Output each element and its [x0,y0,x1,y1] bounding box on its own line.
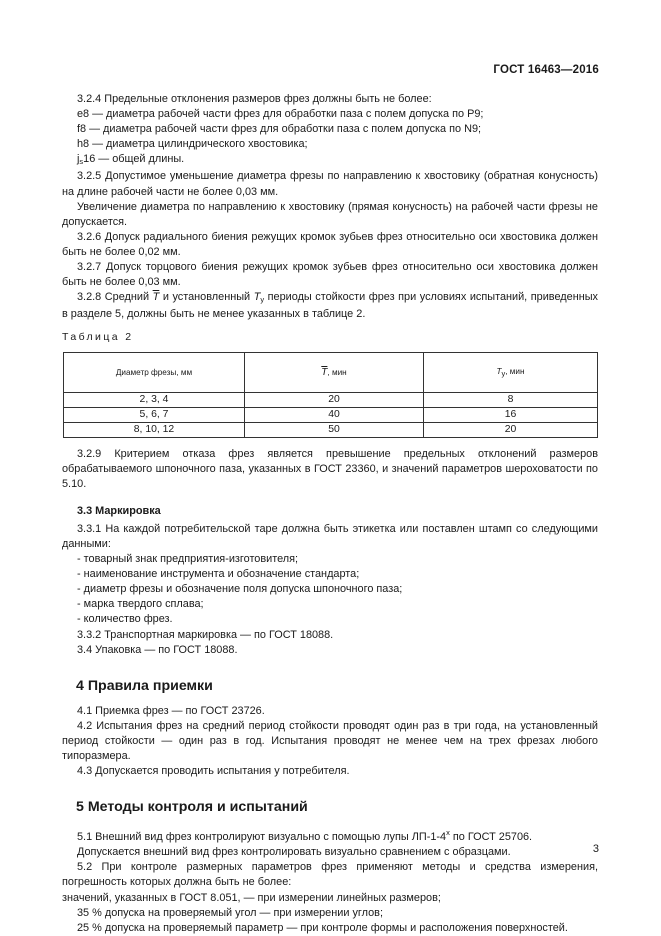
cell-t-set: 20 [424,422,598,437]
js-subscript: s [79,157,84,167]
tolerance-f8: f8 — диаметра рабочей части фрез для обработки паза с полем допуска по N9; [77,123,482,136]
clause-3-2-8 [62,290,598,322]
table-row [64,392,598,407]
cell-t-set: 8 [424,392,598,407]
clause-3-2-8-b: и установленный [159,291,254,304]
section-3-3-title: 3.3 Маркировка [77,504,161,517]
header-ty-subscript: y [501,368,506,378]
clause-3-3-1: 3.3.1 На каждой потребительской таре должна быть этикетка или поставлен штамп со следующими данными: [62,522,598,550]
accuracy-angle: 35 % допуска на проверяемый угол — при измерении углов; [77,906,383,919]
clause-4-3: 4.3 Допускается проводить испытания у потребителя. [77,765,350,778]
accuracy-linear: значений, указанных в ГОСТ 8.051, — при измерении линейных размеров; [62,891,441,904]
section-4-title: 4 Правила приемки [76,677,213,694]
tolerance-h8: h8 — диаметра цилиндрического хвостовика; [77,138,308,151]
header-diameter: Диаметр фрезы, мм [64,352,245,392]
clause-3-2-5-note: Увеличение диаметра по направлению к хвостовику (прямая конусность) на рабочей части фрезы не допускается. [62,200,598,228]
clause-3-2-8-c: периоды стойкости фрез при условиях испытаний, приведенных в разделе 5, должны быть не менее указанных в таблице 2. [62,291,598,321]
table-header-row [64,352,598,392]
cell-t-mean: 40 [245,407,424,422]
tolerance-js16 [62,152,598,169]
clause-3-2-4-lead: 3.2.4 Предельные отклонения размеров фрез должны быть не более: [77,93,432,105]
clause-5-1-a: 5.1 Внешний вид фрез контролируют визуально с помощью лупы ЛП-1-4 [77,831,447,844]
page-content [62,92,598,936]
page-number: 3 [592,843,599,855]
clause-5-2: 5.2 При контроле размерных параметров фрез применяют методы и средства измерения, погрешность которых должна быть не более: [62,861,598,889]
cell-t-mean: 20 [245,392,424,407]
spacer [62,438,598,447]
list-item: - диаметр фрезы и обозначение поля допуска шпоночного паза; [77,583,403,596]
t-mean-symbol: $\overline{T}$ [152,291,160,304]
clause-3-2-5: 3.2.5 Допустимое уменьшение диаметра фрезы по направлению к хвостовику (обратная конусность) на длине рабочей части не более 0,03 мм. [62,170,598,198]
cell-diameter: 8, 10, 12 [64,422,245,437]
clause-5-1 [62,825,598,845]
cell-diameter: 5, 6, 7 [64,407,245,422]
header-ty-symbol: T [496,366,502,376]
clause-3-2-9: 3.2.9 Критерием отказа фрез является превышение предельных отклонений размеров обрабатываемого шпоночного паза, указанных в ГОСТ 23360, и значений параметров шероховатости по 5.10. [62,447,598,490]
accuracy-form: 25 % допуска на проверяемый параметр — при контроле формы и расположения поверхностей. [77,921,568,934]
clause-5-1-b: по ГОСТ 25706. [449,831,533,844]
cell-t-mean: 50 [245,422,424,437]
js-letter: j [77,153,80,166]
clause-5-1-note: Допускается внешний вид фрез контролировать визуально сравнением с образцами. [77,846,511,859]
table-row [64,407,598,422]
clause-4-1: 4.1 Приемка фрез — по ГОСТ 23726. [77,704,265,717]
header-t-unit: , мин [327,367,347,377]
table-2-caption: Таблица 2 [62,331,134,344]
list-item: - количество фрез. [77,613,173,626]
table-2 [63,352,598,438]
section-5-title: 5 Методы контроля и испытаний [76,799,308,816]
header-t-symbol: $\overline{T}$ [321,366,328,378]
header-t-mean [245,352,424,392]
cell-diameter: 2, 3, 4 [64,392,245,407]
header-ty-unit: , мин [505,366,525,376]
clause-3-3-2: 3.3.2 Транспортная маркировка — по ГОСТ 18088. [77,628,334,641]
t-set-symbol: T [253,291,261,304]
list-item: - наименование инструмента и обозначение стандарта; [77,568,360,581]
clause-3-2-8-a: 3.2.8 Средний [77,291,153,304]
t-set-subscript: y [260,295,265,305]
tolerance-e8: e8 — диаметра рабочей части фрез для обработки паза с полем допуска по P9; [77,108,484,121]
cell-t-set: 16 [424,407,598,422]
header-t-set [424,352,598,392]
table-row [64,422,598,437]
list-item: - марка твердого сплава; [77,598,204,611]
clause-3-2-6: 3.2.6 Допуск радиального биения режущих кромок зубьев фрез относительно оси хвостовика должен быть не более 0,02 мм. [62,230,598,258]
clause-3-2-7: 3.2.7 Допуск торцового биения режущих кромок зубьев фрез относительно оси хвостовика должен быть не более 0,03 мм. [62,261,598,289]
standard-header: ГОСТ 16463—2016 [493,64,599,76]
clause-3-4: 3.4 Упаковка — по ГОСТ 18088. [77,643,238,656]
list-item: - товарный знак предприятия-изготовителя; [77,553,299,566]
clause-5-1-sup: х [446,828,450,838]
clause-4-2: 4.2 Испытания фрез на средний период стойкости проводят один раз в три года, на установленный период стойкости — один раз в год. Испытания проводят не менее чем на трех фрезах любого типоразмера. [62,719,598,762]
js-text: 16 — общей длины. [83,153,185,166]
